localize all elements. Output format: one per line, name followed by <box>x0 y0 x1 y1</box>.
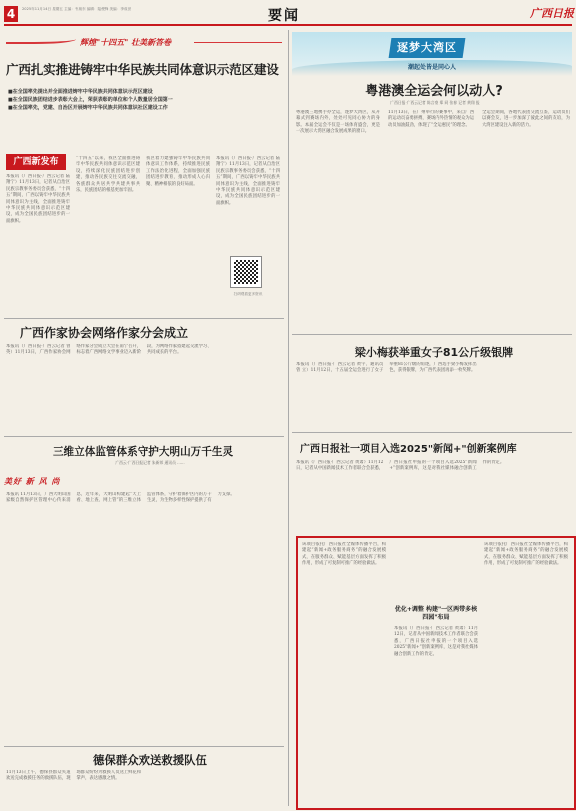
news-release-badge <box>6 154 66 170</box>
lead-headline: 广西扎实推进铸牢中华民族共同体意识示范区建设 <box>6 62 279 77</box>
supervision-body: 本报讯 11月13日，广西大明山国家级自然保护区管理中心传来消息，近年来，大明山构建起“天上看、地上查、网上管”的三维立体监管体系，守护着保护区内的万千生灵，为生物多样性保护提供了有力支撑。 <box>6 492 235 504</box>
supervision-byline: 广西云·广西日报记者 朱新邦 通讯员 …… <box>115 460 185 465</box>
swoosh-icon <box>6 36 76 44</box>
header-meta: 2025年11月14日 星期五 主编：韦朋东 编辑：陆俊锋 美编：李成世 <box>22 7 132 11</box>
qr-caption: 扫码观看更多资讯 <box>233 292 263 296</box>
sidebar-byline: 广西日报·广西云记者 陈言豪 郑 同 张春 记者 黄翔 报 <box>390 100 480 105</box>
bay-area-subtitle: 潮起处皆是同心人 <box>407 64 456 71</box>
masthead-logo: 广西日报 <box>530 7 574 20</box>
lead-body-col1: 本报讯（广西日报·广西云记者 陆翔宁）11月13日，记者从自治区民族宗教事务委员会获悉，“十四五”期间，广西以铸牢中华民族共同体意识为主线，全面推进铸牢中华民族共同体意识示范区建设，成为全国民族团结进步的一面旗帜。 <box>6 174 70 224</box>
banner-rule <box>194 42 282 43</box>
campaign-banner <box>4 34 284 52</box>
section-divider <box>4 318 284 319</box>
selected-body-col1: 本报讯（广西日报·广西云记者 黄肃）11月12日，记者从中国新闻技术工作者联合会获悉，广西日报社申报的一个项目入选2025“新闻+”创新案例库，这是对我社媒体融合创新工作的肯定。 <box>296 460 505 472</box>
selected-headline: 广西日报社一项目入选2025"新闻+"创新案例库 <box>300 444 517 455</box>
column-divider <box>288 30 289 806</box>
lead-body-col4: 本报讯（广西日报·广西云记者 陆翔宁）11月13日，记者从自治区民族宗教事务委员会获悉，“十四五”期间，广西以铸牢中华民族共同体意识为主线，全面推进铸牢中华民族共同体意识示范区建设，成为全国民族团结进步的一面旗帜。 <box>216 156 280 206</box>
selected-body-col3: 本报讯（广西日报·广西云记者 黄肃）11月12日，记者从中国新闻技术工作者联合会获悉，广西日报社申报的一个项目入选2025“新闻+”创新案例库，这是对我社媒体融合创新工作的肯定。 <box>394 626 478 657</box>
writers-body: 本报讯（广西日报·广西云记者 曾英）11月13日，广西作家协会网络作家分会成立大会在南宁召开，标志着广西网络文学事业迈入新阶段，为网络作家搭建起交流学习、共同成长的平台。 <box>6 344 212 356</box>
sidebar-body-col3: 全运会期间，各地代表团交流互鉴，运动员们以赛会友，进一步加深了彼此之间的友谊，为大湾区建设注入新的活力。 <box>482 110 570 128</box>
liang-body: 本报讯（广西日报·广西云记者 黄宇、通讯员 曾 立）11月12日，十五届全运会进行了女子举重81公斤级的角逐，广西选手梁小梅发挥出色，获得银牌，为广西代表团再添一枚奖牌。 <box>296 362 477 374</box>
lead-subheads <box>8 88 268 112</box>
page-number: 4 <box>6 7 16 21</box>
lead-body-col3: 我区着力建强铸牢中华民族共同体意识工作体系，持续推进民族工作法治化进程，全面加强民族团结进步教育，推动形成人心归聚、精神相依的良好局面。 <box>146 156 210 187</box>
writers-headline: 广西作家协会网络作家分会成立 <box>20 326 189 340</box>
newpop-label: 美好 新 风 尚 <box>4 477 61 486</box>
sidebar-body-col2: 11月13日，在广州举行的赛事中，来自广西的运动员奋勇拼搏，赛场内外热情的观众为运动员加油鼓劲，体现了“全运惠民”的理念。 <box>388 110 474 128</box>
lead-subhead: ■在全国率先提出并全面推进铸牢中华民族共同体意识示范区建设 <box>8 89 153 95</box>
supervision-headline: 三维立体监管体系守护大明山万千生灵 <box>52 446 234 458</box>
lead-subhead: ■在全国率先，党建、自治区开展铸牢中华民族共同体意识社区建设工作 <box>8 105 168 111</box>
campaign-label: 辉煌"十四五" 壮美新答卷 <box>80 38 172 47</box>
liang-headline: 梁小梅获举重女子81公斤级银牌 <box>354 346 514 359</box>
section-divider <box>4 746 284 747</box>
lead-subhead: ■在全国民族团结进步表彰大会上，荣获表彰的单位和个人数量居全国第一 <box>8 97 173 103</box>
sidebar-headline: 粤港澳全运会何以动人? <box>365 84 503 99</box>
bay-area-title: 逐梦大湾区 <box>397 41 457 54</box>
section-title: 要闻 <box>268 8 300 24</box>
selected-body-col4: 该项目依托广西日报社全媒体传播平台，构建起“新闻+政务服务商务”的融合发展模式，在服务群众、赋能基层方面发挥了积极作用，形成了可复制可推广的经验做法。 <box>484 542 568 567</box>
section-divider <box>292 334 572 335</box>
qr-code[interactable] <box>230 256 262 288</box>
lead-body-col2: “十四五”以来，我区全面推进铸牢中华民族共同体意识示范区建设，持续深化民族团结进步创建，推动各民族交往交流交融，各族群众共居共学共建共事共乐，民族团结的根基更加牢固。 <box>76 156 140 194</box>
qr-pattern <box>234 260 258 284</box>
newpop-badge <box>4 476 88 488</box>
news-release-label: 广西新发布 <box>13 157 59 167</box>
section-divider <box>4 436 284 437</box>
selected-subheadline: 优化+调整 构建"一区两带多核四园"布局 <box>394 606 478 621</box>
header-rule <box>4 24 572 26</box>
bottom-body: 11月13日上午，德保县群众夹道欢送完成救援任务的救援队伍，现场群众纷纷为救援人员送上鲜花和掌声，表达感激之情。 <box>6 770 141 782</box>
bay-area-banner <box>292 32 572 76</box>
section-divider <box>292 432 572 433</box>
bottom-headline: 德保群众欢送救援队伍 <box>93 753 207 767</box>
selected-body-col2: 该项目依托广西日报社全媒体传播平台，构建起“新闻+政务服务商务”的融合发展模式，在服务群众、赋能基层方面发挥了积极作用，形成了可复制可推广的经验做法。 <box>302 542 386 567</box>
sidebar-body-col1: 粤港澳三地携手办全运，逐梦大湾区，从开幕式到赛场内外，处处可见同心协力的身影。本届全运会不仅是一场体育盛会，更是一次展示大湾区融合发展成果的窗口。 <box>296 110 380 135</box>
